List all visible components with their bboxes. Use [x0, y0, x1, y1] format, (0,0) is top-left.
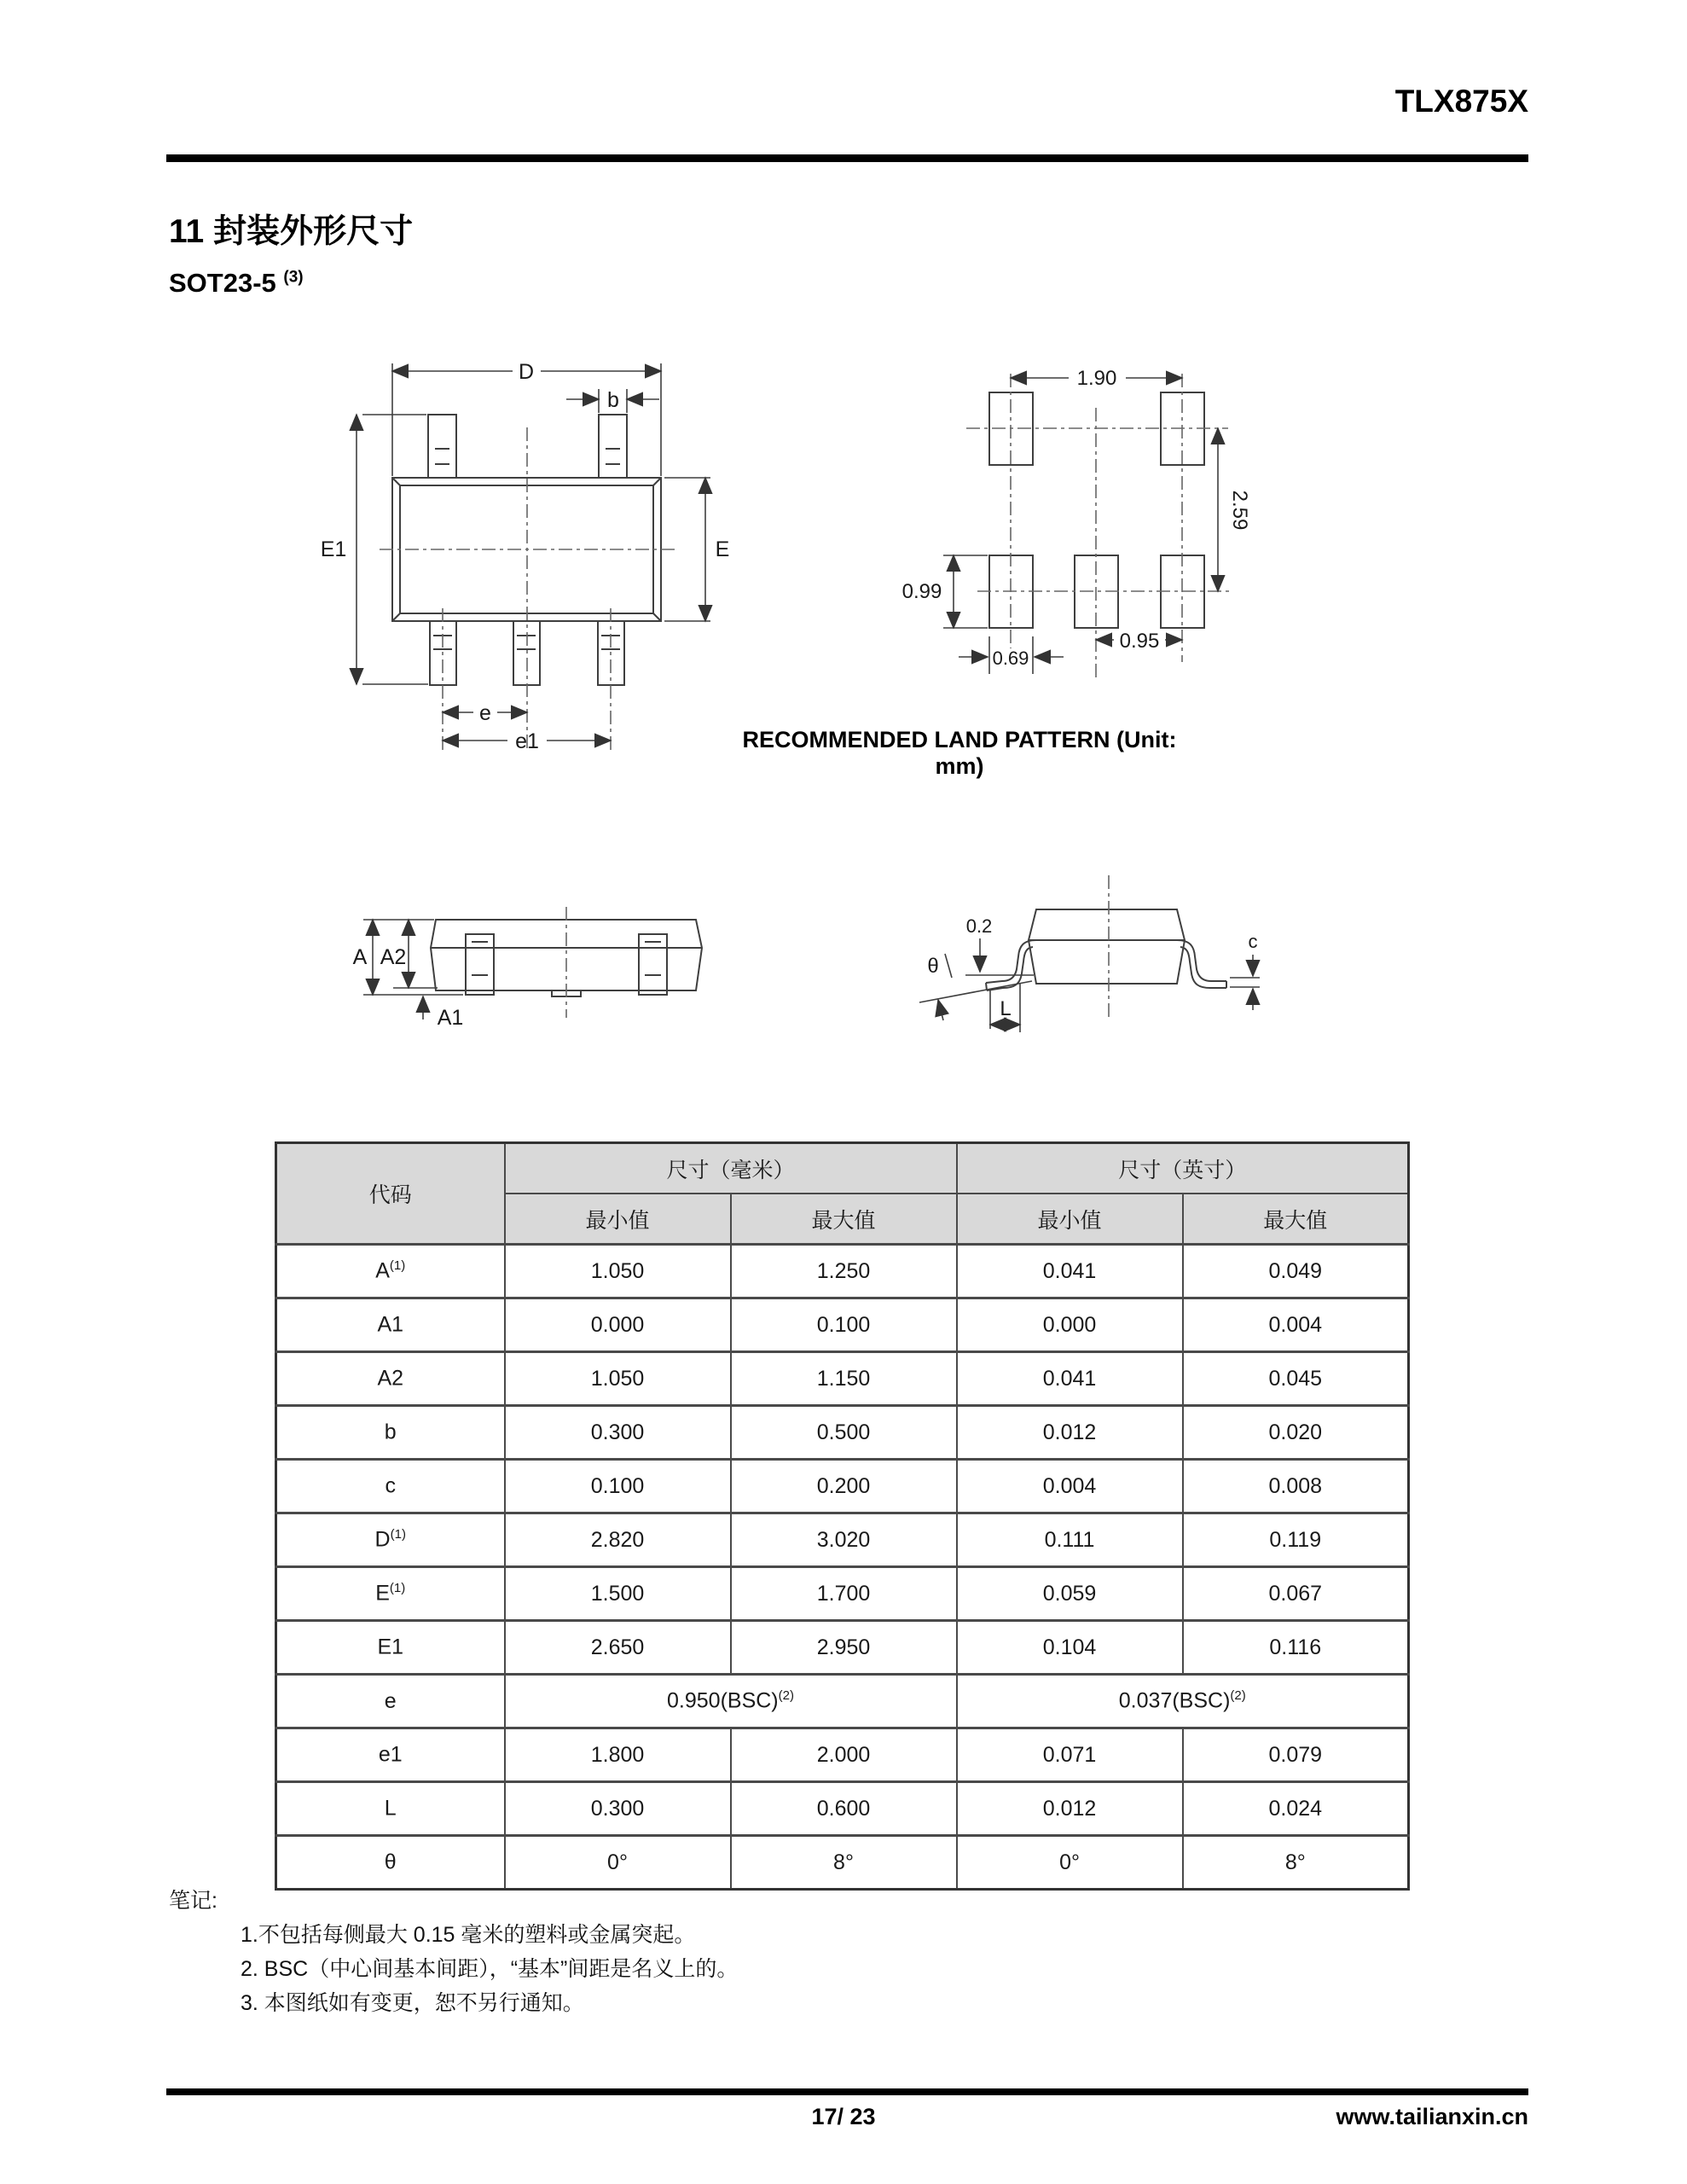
- note-item-2: 2. BSC（中心间基本间距），“基本”间距是名义上的。: [241, 1957, 739, 1981]
- cell-code: e1: [276, 1728, 505, 1782]
- cell-in-min: 0.071: [957, 1728, 1183, 1782]
- cell-mm-span: 0.950(BSC)$^{(2)}$: [505, 1675, 957, 1728]
- cell-in-max: 0.079: [1183, 1728, 1409, 1782]
- cell-mm-min: 1.050: [505, 1245, 731, 1298]
- cell-in-min: 0.000: [957, 1298, 1183, 1352]
- dim-label-e: e: [479, 701, 491, 725]
- cell-in-min: 0.012: [957, 1406, 1183, 1460]
- cell-code: $A^{(1)}$: [276, 1245, 505, 1298]
- cell-code: E1: [276, 1621, 505, 1675]
- cell-mm-min: 0.000: [505, 1298, 731, 1352]
- dim-label-pitch-top: 1.90: [1076, 367, 1117, 390]
- website-url: www.tailianxin.cn: [1336, 2104, 1528, 2129]
- dim-label-L: L: [1000, 997, 1012, 1020]
- footer-rule: [166, 2088, 1528, 2095]
- cell-in-min: 0.059: [957, 1567, 1183, 1621]
- col-header-code: 代码: [276, 1143, 505, 1245]
- product-title: TLX875X: [1394, 84, 1528, 119]
- package-top-view-drawing: [303, 340, 759, 770]
- cell-mm-min: 1.800: [505, 1728, 731, 1782]
- package-name: [169, 268, 304, 299]
- cell-mm-max: 8°: [731, 1836, 957, 1890]
- cell-mm-min: 0.300: [505, 1406, 731, 1460]
- package-name-text: SOT23-5: [169, 268, 276, 298]
- col-header-inch-max: 最大值: [1183, 1194, 1409, 1245]
- cell-mm-max: 0.500: [731, 1406, 957, 1460]
- cell-in-min: 0.104: [957, 1621, 1183, 1675]
- col-header-mm-max: 最大值: [731, 1194, 957, 1245]
- dim-label-e1: e1: [515, 729, 539, 753]
- cell-mm-min: 0.100: [505, 1460, 731, 1513]
- cell-in-max: 0.049: [1183, 1245, 1409, 1298]
- dim-label-E: E: [715, 537, 730, 561]
- cell-code: A2: [276, 1352, 505, 1406]
- table-row: [276, 1567, 1409, 1621]
- cell-mm-max: 0.600: [731, 1782, 957, 1836]
- dim-label-A: A: [352, 945, 368, 969]
- cell-mm-max: 2.950: [731, 1621, 957, 1675]
- cell-in-max: 0.004: [1183, 1298, 1409, 1352]
- cell-code: L: [276, 1782, 505, 1836]
- cell-mm-max: 1.150: [731, 1352, 957, 1406]
- dimensions-table: [275, 1141, 1410, 1891]
- table-row: [276, 1406, 1409, 1460]
- cell-in-max: 0.116: [1183, 1621, 1409, 1675]
- cell-mm-min: 2.820: [505, 1513, 731, 1567]
- cell-in-min: 0.111: [957, 1513, 1183, 1567]
- table-row: [276, 1245, 1409, 1298]
- lead-detail-drawing: [868, 851, 1282, 1043]
- table-row: [276, 1460, 1409, 1513]
- dim-label-A1: A1: [437, 1006, 464, 1030]
- cell-mm-max: 0.200: [731, 1460, 957, 1513]
- cell-mm-min: 0°: [505, 1836, 731, 1890]
- dim-label-pad-width: 0.69: [992, 648, 1029, 669]
- cell-code: A1: [276, 1298, 505, 1352]
- col-header-mm: 尺寸（毫米）: [505, 1143, 957, 1194]
- dim-label-standoff: 0.2: [965, 915, 993, 937]
- cell-mm-min: 0.300: [505, 1782, 731, 1836]
- table-row: [276, 1621, 1409, 1675]
- col-header-mm-min: 最小值: [505, 1194, 731, 1245]
- notes-title: 笔记:: [169, 1889, 217, 1913]
- table-row: [276, 1728, 1409, 1782]
- package-note-ref: (3): [283, 268, 304, 287]
- cell-mm-min: 1.500: [505, 1567, 731, 1621]
- cell-code: b: [276, 1406, 505, 1460]
- dim-label-c: c: [1248, 931, 1258, 952]
- table-row: [276, 1675, 1409, 1728]
- cell-in-min: 0.041: [957, 1352, 1183, 1406]
- cell-in-max: 0.067: [1183, 1567, 1409, 1621]
- cell-mm-max: 1.250: [731, 1245, 957, 1298]
- cell-mm-max: 0.100: [731, 1298, 957, 1352]
- land-pattern-caption: RECOMMENDED LAND PATTERN (Unit: mm): [742, 727, 1177, 779]
- dim-label-b: b: [607, 388, 619, 412]
- cell-mm-max: 2.000: [731, 1728, 957, 1782]
- cell-in-max: 0.008: [1183, 1460, 1409, 1513]
- dim-label-theta: θ: [927, 955, 939, 978]
- table-row: [276, 1513, 1409, 1567]
- cell-mm-max: 1.700: [731, 1567, 957, 1621]
- note-item-3: 3. 本图纸如有变更，恕不另行通知。: [241, 1991, 584, 2015]
- table-row: [276, 1298, 1409, 1352]
- cell-in-max: 0.045: [1183, 1352, 1409, 1406]
- cell-in-max: 0.119: [1183, 1513, 1409, 1567]
- cell-code: e: [276, 1675, 505, 1728]
- cell-code: θ: [276, 1836, 505, 1890]
- cell-mm-max: 3.020: [731, 1513, 957, 1567]
- cell-in-min: 0.012: [957, 1782, 1183, 1836]
- page-number: 17/ 23: [811, 2104, 876, 2129]
- section-title: 11 封装外形尺寸: [169, 213, 414, 250]
- cell-in-min: 0°: [957, 1836, 1183, 1890]
- cell-code: c: [276, 1460, 505, 1513]
- cell-code: $E^{(1)}$: [276, 1567, 505, 1621]
- dim-label-E1: E1: [320, 537, 347, 561]
- cell-in-span: 0.037(BSC)$^{(2)}$: [957, 1675, 1409, 1728]
- col-header-inch-min: 最小值: [957, 1194, 1183, 1245]
- cell-mm-min: 1.050: [505, 1352, 731, 1406]
- cell-code: $D^{(1)}$: [276, 1513, 505, 1567]
- dim-label-pad-height: 0.99: [901, 580, 942, 603]
- header-rule: [166, 154, 1528, 162]
- table-row: [276, 1836, 1409, 1890]
- dim-label-A2: A2: [380, 945, 407, 969]
- cell-mm-min: 2.650: [505, 1621, 731, 1675]
- cell-in-max: 0.020: [1183, 1406, 1409, 1460]
- table-row: [276, 1352, 1409, 1406]
- dim-label-D: D: [518, 360, 535, 384]
- dim-label-pitch-bottom: 0.95: [1119, 630, 1160, 653]
- table-row: [276, 1782, 1409, 1836]
- cell-in-min: 0.041: [957, 1245, 1183, 1298]
- package-side-view-drawing: [322, 868, 770, 1043]
- cell-in-max: 0.024: [1183, 1782, 1409, 1836]
- land-pattern-drawing: [894, 340, 1325, 702]
- cell-in-max: 8°: [1183, 1836, 1409, 1890]
- note-item-1: 1.不包括每侧最大 0.15 毫米的塑料或金属突起。: [241, 1923, 696, 1947]
- dim-label-span-vertical: 2.59: [1228, 490, 1251, 531]
- cell-in-min: 0.004: [957, 1460, 1183, 1513]
- col-header-inch: 尺寸（英寸）: [957, 1143, 1409, 1194]
